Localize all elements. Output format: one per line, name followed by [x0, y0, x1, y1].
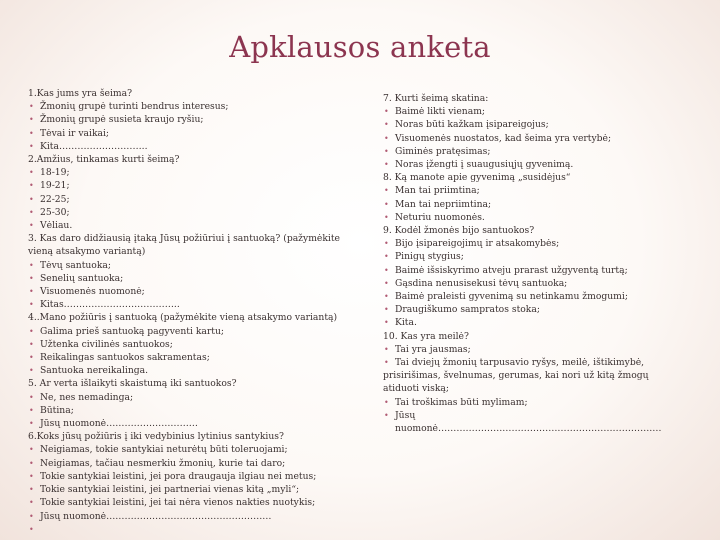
left-column — [28, 87, 352, 534]
bullet-icon: • — [384, 199, 389, 209]
option-item: • Ne, nes nemadinga; — [29, 391, 134, 403]
question-6: 6.Koks jūsų požiūris į iki vedybinius lytinius santykius? — [28, 431, 284, 443]
bullet-icon: • — [29, 102, 34, 112]
question-7: 7. Kurti šeimą skatina: — [383, 93, 489, 104]
option-item: • Senelių santuoka; — [29, 272, 124, 284]
option-item: • 22-25; — [29, 193, 70, 205]
bullet-icon: • — [29, 498, 34, 508]
option-item: • Baimė praleisti gyvenimą su netinkamu žmogumi; — [384, 291, 628, 303]
question-10-options — [383, 343, 669, 435]
question-1: 1.Kas jums yra šeima? — [28, 88, 133, 99]
bullet-icon: • — [384, 318, 389, 328]
bullet-icon: • — [29, 458, 34, 468]
option-item: • Noras būti kažkam įsipareigojus; — [384, 119, 549, 131]
option-item: • Santuoka nereikalinga. — [29, 365, 149, 377]
option-item: • Tokie santykiai leistini, jei tai nėra vienos nakties nuotykis; — [29, 497, 316, 509]
bullet-icon: • — [384, 146, 389, 156]
bullet-icon: • — [29, 115, 34, 125]
question-9-options — [383, 237, 669, 329]
option-item: • Gąsdina nenusisekusi tėvų santuoka; — [384, 277, 568, 289]
bullet-icon: • — [29, 168, 34, 178]
option-item: • Man tai nepriimtina; — [384, 198, 492, 210]
bullet-icon: • — [29, 181, 34, 191]
option-item: • Tokie santykiai leistini, jei partneriai vienas kitą „myli“; — [29, 484, 300, 496]
right-column — [383, 92, 669, 435]
bullet-icon: • — [384, 397, 389, 407]
option-item: • Man tai priimtina; — [384, 185, 480, 197]
bullet-icon: • — [384, 344, 389, 354]
option-item: • Tai dviejų žmonių tarpusavio ryšys, meilė, ištikimybė, — [384, 357, 645, 369]
bullet-icon: • — [29, 392, 34, 402]
question-6-options — [28, 443, 352, 534]
option-item: • Tėvai ir vaikai; — [29, 127, 110, 139]
bullet-icon: • — [384, 107, 389, 117]
bullet-icon: • — [384, 305, 389, 315]
option-item: • Būtina; — [29, 404, 74, 416]
bullet-icon: • — [29, 326, 34, 336]
bullet-icon: • — [29, 445, 34, 455]
question-4: 4..Mano požiūris į santuoką (pažymėkite vieną atsakymo variantą) — [28, 312, 338, 324]
option-item: • Vėliau. — [29, 220, 73, 232]
option-item: • Visuomenės nuomonė; — [29, 286, 145, 298]
option-item: • Draugiškumo sampratos stoka; — [384, 304, 540, 316]
option-item: • Tai yra jausmas; — [384, 343, 471, 355]
bullet-icon: • — [29, 471, 34, 481]
bullet-icon: • — [384, 410, 389, 420]
option-item: • 25-30; — [29, 206, 70, 218]
option-item: • Neigiamas, tokie santykiai neturėtų būti toleruojami; — [29, 444, 288, 456]
option-item: • Jūsų nuomonė………………………… — [29, 418, 198, 430]
option-item: • Tai troškimas būti mylimam; — [384, 396, 528, 408]
option-item: • Jūsų nuomonė………………………………………………………………. — [384, 409, 662, 435]
option-item: • Tokie santykiai leistini, jei pora draugauja ilgiau nei metus; — [29, 470, 317, 482]
question-5-options — [28, 391, 352, 431]
bullet-icon: • — [29, 141, 34, 151]
question-4-options — [28, 325, 352, 378]
option-item: • Pinigų stygius; — [384, 251, 464, 263]
question-2: 2.Amžius, tinkamas kurti šeimą? — [28, 154, 180, 166]
option-item: • 18-19; — [29, 167, 70, 179]
option-item: • Bijo įsipareigojimų ir atsakomybės; — [384, 238, 560, 250]
bullet-icon: • — [29, 485, 34, 495]
bullet-icon: • — [384, 239, 389, 249]
option-item: • Baimė išsiskyrimo atveju prarast užgyventą turtą; — [384, 264, 628, 276]
option-item: • Užtenka civilinės santuokos; — [29, 338, 173, 350]
option-item: • Reikalingas santuokos sakramentas; — [29, 352, 210, 364]
option-item: • Visuomenės nuostatos, kad šeima yra vertybė; — [384, 132, 612, 144]
option-item: • Tėvų santuoka; — [29, 259, 111, 271]
bullet-icon: • — [29, 300, 34, 310]
option-item: • Giminės pratęsimas; — [384, 145, 491, 157]
bullet-icon: • — [29, 511, 34, 521]
bullet-icon: • — [384, 265, 389, 275]
bullet-icon: • — [384, 292, 389, 302]
option-item: • Jūsų nuomonė……………………………………………… — [29, 510, 272, 522]
question-8-options — [383, 184, 669, 224]
bullet-icon: • — [29, 260, 34, 270]
option-item: • 19-21; — [29, 180, 70, 192]
bullet-icon: • — [29, 405, 34, 415]
option-item: • Neigiamas, tačiau nesmerkiu žmonių, kurie tai daro; — [29, 457, 286, 469]
bullet-icon: • — [29, 287, 34, 297]
option-item: • Žmonių grupė turinti bendrus interesus; — [29, 101, 229, 113]
bullet-icon: • — [384, 358, 389, 368]
question-5: 5. Ar verta išlaikyti skaistumą iki santuokos? — [28, 378, 237, 390]
bullet-icon: • — [384, 278, 389, 288]
question-7-options — [383, 105, 669, 171]
bullet-icon: • — [29, 524, 34, 534]
bullet-icon: • — [29, 366, 34, 376]
option-item: • Galima prieš santuoką pagyventi kartu; — [29, 325, 224, 337]
bullet-icon: • — [29, 273, 34, 283]
question-3-options — [28, 259, 352, 312]
option-item: • Kita. — [384, 317, 417, 329]
bullet-icon: • — [384, 252, 389, 262]
bullet-icon: • — [384, 120, 389, 130]
bullet-icon: • — [29, 339, 34, 349]
question-8: 8. Ką manote apie gyvenimą „susidėjus“ — [383, 172, 571, 184]
option-item: • Baimė likti vienam; — [384, 106, 485, 118]
option-continuation: prisirišimas, švelnumas, gerumas, kai nori už kitą žmogų atiduoti viską; — [383, 370, 649, 395]
bullet-icon: • — [384, 160, 389, 170]
page-title: Apklausos anketa — [229, 30, 491, 64]
question-2-options — [28, 166, 352, 232]
option-item: • Noras įžengti į suaugusiųjų gyvenimą. — [384, 159, 574, 171]
bullet-icon: • — [29, 128, 34, 138]
bullet-icon: • — [384, 186, 389, 196]
option-item: • Žmonių grupė susieta kraujo ryšiu; — [29, 114, 204, 126]
bullet-icon: • — [29, 221, 34, 231]
bullet-icon: • — [29, 419, 34, 429]
option-item: • Kita……………………….. — [29, 140, 148, 152]
question-1-options — [28, 100, 352, 153]
option-item: • Kitas……………………………….. — [29, 299, 180, 311]
bullet-icon: • — [384, 133, 389, 143]
bullet-icon: • — [29, 353, 34, 363]
bullet-icon: • — [29, 207, 34, 217]
option-item: • Neturiu nuomonės. — [384, 211, 485, 223]
question-10: 10. Kas yra meilė? — [383, 330, 469, 342]
bullet-icon: • — [29, 194, 34, 204]
bullet-icon: • — [384, 212, 389, 222]
question-3: 3. Kas daro didžiausią įtaką Jūsų požiūriui į santuoką? (pažymėkite vieną atsakymo variantą) — [28, 233, 340, 258]
question-9: 9. Kodėl žmonės bijo santuokos? — [383, 225, 535, 237]
